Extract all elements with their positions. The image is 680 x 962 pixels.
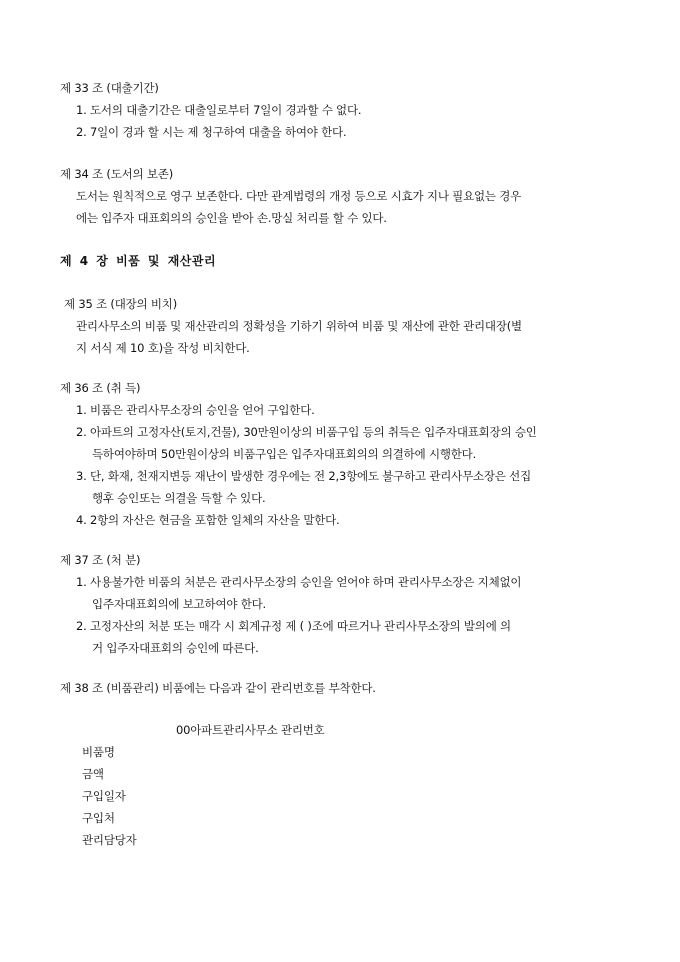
article-37-line-2: 입주자대표회의에 보고하여야 한다. [92, 597, 266, 611]
field-amount: 금액 [82, 767, 104, 781]
article-37-line-4: 거 입주자대표회의 승인에 따른다. [92, 641, 259, 655]
article-33-heading: 제 33 조 (대출기간) [60, 81, 159, 95]
field-manager: 관리담당자 [82, 833, 137, 847]
article-34-heading: 제 34 조 (도서의 보존) [60, 167, 173, 181]
field-item-name: 비품명 [82, 745, 115, 759]
field-purchase-date: 구입일자 [82, 789, 126, 803]
article-37-line-1: 1. 사용불가한 비품의 처분은 관리사무소장의 승인을 얻어야 하며 관리사무소장은 지체없이 [76, 575, 522, 589]
article-36-line-2: 2. 아파트의 고정자산(토지,건물), 30만원이상의 비품구입 등의 취득은 입주자대표회장의 승인 [76, 425, 537, 439]
article-35-heading: 제 35 조 (대장의 비치) [64, 297, 177, 311]
article-34-line-1: 도서는 원칙적으로 영구 보존한다. 다만 관계법령의 개정 등으로 시효가 지나 필요없는 경우 [76, 189, 522, 203]
field-vendor: 구입처 [82, 811, 115, 825]
article-36-line-1: 1. 비품은 관리사무소장의 승인을 얻어 구입한다. [76, 403, 315, 417]
management-number-title: 00아파트관리사무소 관리번호 [176, 723, 325, 737]
article-35-line-2: 지 서식 제 10 호)을 작성 비치한다. [76, 341, 250, 355]
article-33-item-1: 1. 도서의 대출기간은 대출일로부터 7일이 경과할 수 없다. [76, 103, 362, 117]
article-37-line-3: 2. 고정자산의 처분 또는 매각 시 회계규정 제 ( )조에 따르거나 관리사무소장의 발의에 의 [76, 619, 511, 633]
article-33-item-2: 2. 7일이 경과 할 시는 제 청구하여 대출을 하여야 한다. [76, 125, 347, 139]
article-34-line-2: 에는 입주자 대표회의의 승인을 받아 손.망실 처리를 할 수 있다. [76, 211, 387, 225]
article-36-line-5: 행후 승인또는 의결을 득할 수 있다. [92, 491, 266, 505]
chapter-4-title: 제 4 장 비품 및 재산관리 [60, 254, 217, 268]
article-37-heading: 제 37 조 (처 분) [60, 553, 141, 567]
article-36-line-4: 3. 단, 화재, 천재지변등 재난이 발생한 경우에는 전 2,3항에도 불구하고 관리사무소장은 선집 [76, 469, 531, 483]
article-36-line-6: 4. 2항의 자산은 현금을 포함한 일체의 자산을 말한다. [76, 513, 340, 527]
article-38-heading: 제 38 조 (비품관리) 비품에는 다음과 같이 관리번호를 부착한다. [60, 681, 376, 695]
article-36-line-3: 득하여야하며 50만원이상의 비품구입은 입주자대표회의의 의결하에 시행한다. [92, 447, 477, 461]
article-36-heading: 제 36 조 (취 득) [60, 381, 141, 395]
article-35-line-1: 관리사무소의 비품 및 재산관리의 정확성을 기하기 위하여 비품 및 재산에 관한 관리대장(별 [76, 319, 522, 333]
